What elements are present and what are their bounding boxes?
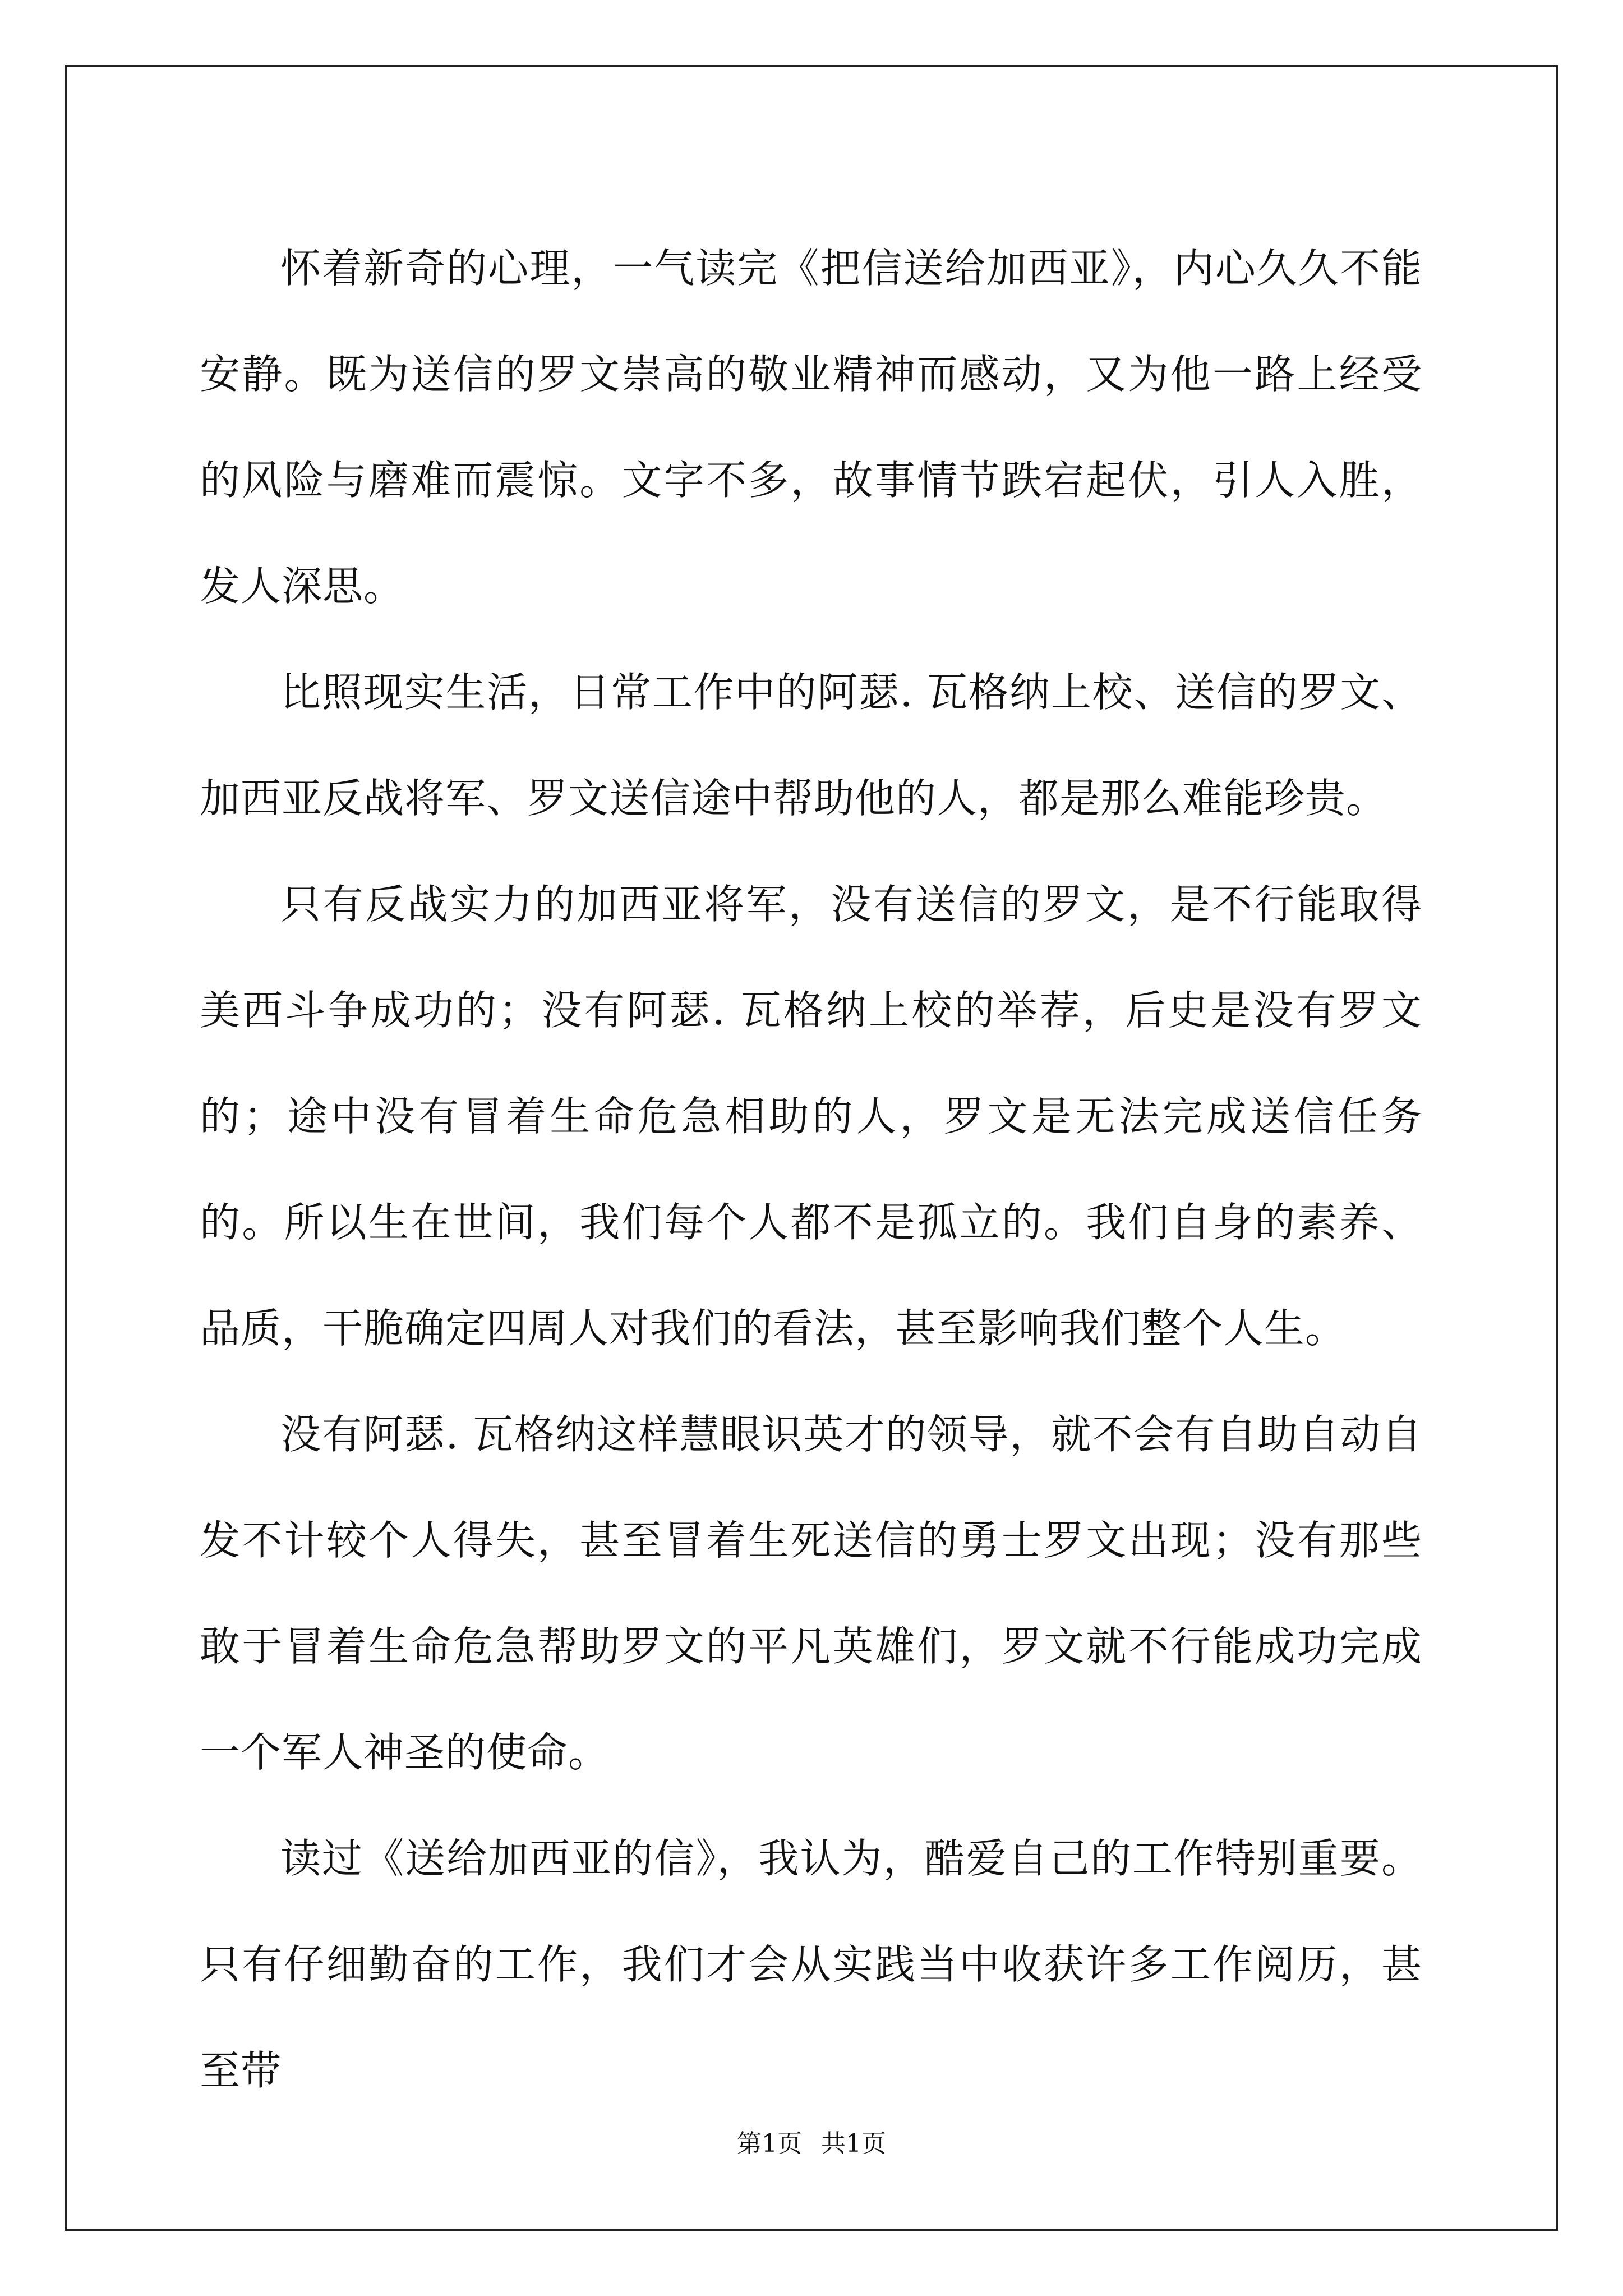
- page-number: 第1页: [737, 2129, 802, 2158]
- paragraph-1: 怀着新奇的心理，一气读完《把信送给加西亚》，内心久久不能安静。既为送信的罗文崇高的敬业精神而感动，又为他一路上经受的风险与磨难而震惊。文字不多，故事情节跌宕起伏，引人入胜，发人深思。: [200, 245, 1422, 610]
- page-footer: [0, 2127, 1623, 2161]
- paragraph-2: 比照现实生活，日常工作中的阿瑟. 瓦格纳上校、送信的罗文、加西亚反战将军、罗文送信途中帮助他的人，都是那么难能珍贵。: [200, 669, 1422, 822]
- page-total: 共1页: [821, 2129, 886, 2158]
- paragraph-5: 读过《送给加西亚的信》，我认为，酷爱自己的工作特别重要。只有仔细勤奋的工作，我们才会从实践当中收获许多工作阅历，甚至带: [200, 1835, 1422, 2094]
- paragraph-3: 只有反战实力的加西亚将军，没有送信的罗文，是不行能取得美西斗争成功的；没有阿瑟. 瓦格纳上校的举荐，后史是没有罗文的；途中没有冒着生命危急相助的人，罗文是无法完成送信任务的。所以生在世间，我们每个人都不是孤立的。我们自身的素养、品质，干脆确定四周人对我们的看法，甚至影响我们整个人生。: [200, 881, 1422, 1352]
- paragraph-4: 没有阿瑟. 瓦格纳这样慧眼识英才的领导，就不会有自助自动自发不计较个人得失，甚至冒着生死送信的勇士罗文出现；没有那些敢于冒着生命危急帮助罗文的平凡英雄们，罗文就不行能成功完成一个军人神圣的使命。: [200, 1411, 1422, 1776]
- document-body: [200, 215, 1422, 2124]
